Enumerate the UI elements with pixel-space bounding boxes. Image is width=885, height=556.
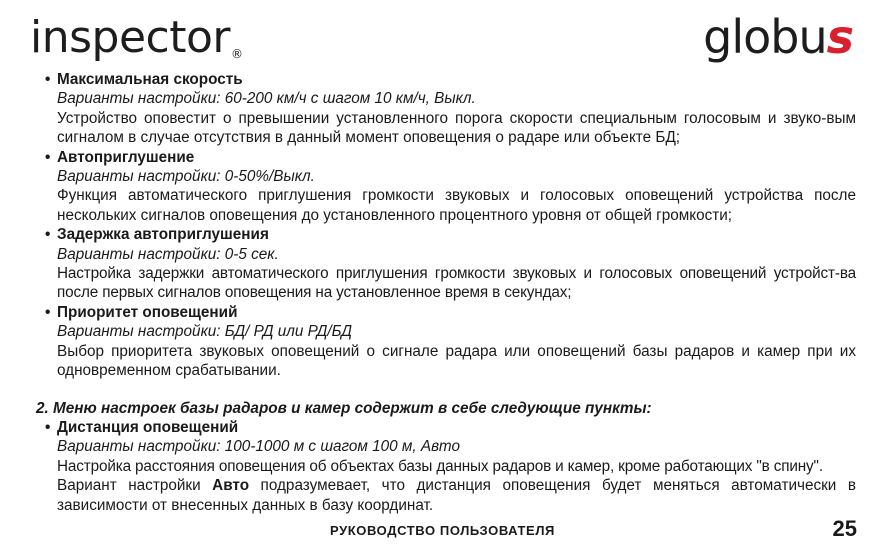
- bullet-icon: •: [45, 303, 51, 321]
- globus-logo: [703, 10, 853, 64]
- setting-variants: Варианты настройки: 0-5 сек.: [57, 245, 279, 263]
- setting-item-alert-distance: [36, 418, 856, 515]
- globus-logo-accent: s: [826, 10, 853, 64]
- footer-title: РУКОВОДСТВО ПОЛЬЗОВАТЕЛЯ: [329, 523, 555, 538]
- setting-description-auto: [57, 476, 856, 515]
- setting-title: Автоприглушение: [57, 148, 195, 166]
- inspector-logo: [30, 12, 243, 63]
- bullet-icon: •: [45, 71, 51, 88]
- setting-item-max-speed: [36, 70, 856, 148]
- section-heading: 2. Меню настроек базы радаров и камер содержит в себе следующие пункты:: [36, 399, 652, 417]
- setting-variants: Варианты настройки: 0-50%/Выкл.: [57, 168, 315, 186]
- setting-item-auto-mute: [36, 148, 856, 226]
- setting-description: Настройка расстояния оповещения об объектах базы данных радаров и камер, кроме работающих "в спину".: [57, 457, 823, 475]
- desc-keyword: Авто: [212, 477, 250, 495]
- setting-description: Устройство оповестит о превышении установленного порога скорости специальным голосовым и звуко-вым сигналом в случае отсутствия в данный момент оповещения о радаре или объекте БД;: [57, 109, 856, 147]
- page-number: 25: [832, 516, 857, 541]
- setting-title: Задержка автоприглушения: [57, 226, 269, 244]
- setting-variants: Варианты настройки: 100-1000 м с шагом 100 м, Авто: [57, 438, 460, 456]
- desc-text: Вариант настройки: [57, 477, 213, 495]
- setting-description: Настройка задержки автоматического приглушения громкости звуковых и голосовых оповещений устройст-ва после первых сигналов оповещения на установленное время в секундах;: [57, 265, 856, 302]
- inspector-logo-text: inspector: [30, 12, 230, 63]
- globus-logo-text: globu: [703, 10, 827, 64]
- setting-variants: Варианты настройки: БД/ РД или РД/БД: [57, 323, 353, 341]
- setting-variants: Варианты настройки: 60-200 км/ч с шагом 10 км/ч, Выкл.: [57, 90, 476, 108]
- setting-description: Выбор приоритета звуковых оповещений о сигнале радара или оповещений базы радаров и камер при их одновременном срабатывании.: [57, 342, 856, 380]
- setting-item-alert-priority: [36, 303, 856, 381]
- bullet-icon: •: [45, 226, 51, 244]
- setting-title: Максимальная скорость: [57, 71, 243, 88]
- bullet-icon: •: [45, 148, 51, 166]
- desc-text: подразумевает, что дистанция оповещения будет меняться автоматически в зависимости от внесенных данных в базу координат.: [57, 477, 856, 514]
- setting-title: Приоритет оповещений: [57, 303, 238, 321]
- setting-title: Дистанция оповещений: [57, 418, 239, 436]
- setting-description: Функция автоматического приглушения громкости звуковых и голосовых оповещений устройства после нескольких сигналов оповещения до установленного процентного уровня от общей громкости;: [57, 187, 856, 224]
- setting-item-auto-mute-delay: [36, 225, 856, 303]
- bullet-icon: •: [45, 418, 51, 436]
- registered-mark: ®: [231, 47, 243, 61]
- manual-content: [36, 70, 856, 515]
